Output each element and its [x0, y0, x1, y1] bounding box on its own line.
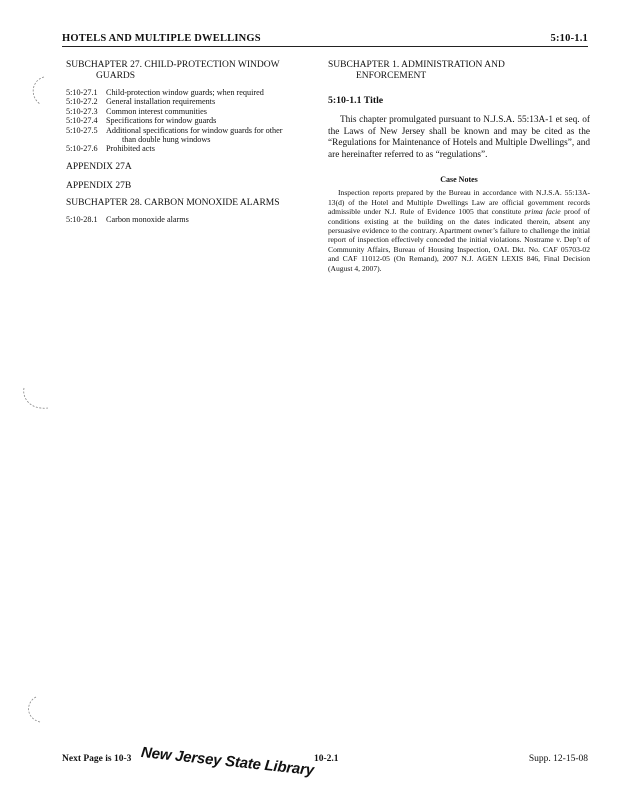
toc-section-number: 5:10-28.1	[66, 214, 98, 224]
running-header	[62, 33, 588, 44]
section-body: This chapter promulgated pursuant to N.J.S.A. 55:13A-1 et seq. of the Laws of New Jersey shall be known and may be cited as the “Regulations for Maintenance of Hotels and Multiple Dwellings”, and are hereinafter referred to as “regulations”.	[328, 115, 590, 160]
toc-section-title: General installation requirements	[106, 97, 216, 107]
punch-hole-icon	[26, 74, 52, 108]
subchapter-27-heading-line2: GUARDS	[96, 71, 136, 81]
subchapter-27-heading-line1: SUBCHAPTER 27. CHILD-PROTECTION WINDOW	[66, 60, 280, 70]
toc-title-line2: than double hung windows	[122, 135, 211, 145]
toc-title-line1: Additional specifications for window guards for other	[106, 125, 283, 135]
case-notes-body	[328, 188, 590, 273]
punch-hole-icon	[22, 694, 52, 728]
toc-section-title: Carbon monoxide alarms	[106, 214, 189, 224]
toc-entry	[66, 126, 306, 145]
right-column	[328, 60, 590, 273]
case-notes-italic: prima facie	[524, 207, 561, 217]
toc-section-title	[106, 126, 306, 145]
case-notes-heading: Case Notes	[440, 175, 478, 185]
page-number: 10-2.1	[314, 754, 339, 764]
toc-entry	[66, 116, 306, 125]
appendix-27b: APPENDIX 27B	[66, 180, 132, 191]
subchapter-1-heading-line2: ENFORCEMENT	[356, 71, 427, 81]
subchapter-27-toc	[66, 88, 306, 154]
header-rule	[62, 46, 588, 47]
toc-section-number: 5:10-27.2	[66, 97, 98, 107]
next-page-note: Next Page is 10-3	[62, 754, 132, 764]
section-heading: 5:10-1.1 Title	[328, 95, 384, 106]
supplement-date: Supp. 12-15-08	[528, 754, 588, 764]
toc-entry	[66, 97, 306, 106]
toc-section-number: 5:10-27.6	[66, 144, 98, 154]
toc-entry	[66, 215, 306, 224]
appendix-27a: APPENDIX 27A	[66, 161, 132, 172]
toc-entry	[66, 144, 306, 153]
toc-section-title: Specifications for window guards	[106, 116, 217, 126]
toc-section-title: Child-protection window guards; when required	[106, 88, 264, 97]
toc-entry	[66, 88, 306, 97]
toc-entry	[66, 107, 306, 116]
subchapter-1-heading	[328, 60, 590, 82]
toc-section-title: Common interest communities	[106, 106, 207, 116]
subchapter-28-heading: SUBCHAPTER 28. CARBON MONOXIDE ALARMS	[66, 197, 280, 208]
subchapter-1-heading-line1: SUBCHAPTER 1. ADMINISTRATION AND	[328, 60, 505, 70]
toc-section-title: Prohibited acts	[106, 144, 155, 154]
left-column	[66, 60, 306, 224]
case-notes-text-part1: Inspection reports prepared by the Bureau in accordance with N.J.S.A. 55:13A-13(d) of the Hotel and Multiple Dwellings Law are official government records admissible under N.J. Rule of Evidence 1005 that constitute	[328, 188, 590, 217]
toc-section-number: 5:10-27.5	[66, 125, 98, 135]
library-stamp: New Jersey State Library	[140, 744, 315, 780]
toc-section-number: 5:10-27.1	[66, 88, 98, 97]
case-notes-text-part2: proof of conditions existing at the building on the dates indicated therein, absent any persuasive evidence to the contrary. Apartment owner’s failure to challenge the initial report of inspection effectively conceded the initial violations. Nostrame v. Dep’t of Community Affairs, Bureau of Housing Inspection, OAL Dkt. No. CAF 05703-02 and CAF 11012-05 (On Remand), 2007 N.J. AGEN LEXIS 846, Final Decision (August 4, 2007).	[328, 207, 590, 273]
toc-section-number: 5:10-27.4	[66, 116, 98, 126]
running-header-code: 5:10-1.1	[550, 33, 588, 44]
running-header-title: HOTELS AND MULTIPLE DWELLINGS	[62, 33, 261, 44]
toc-section-number: 5:10-27.3	[66, 106, 98, 116]
subchapter-27-heading	[66, 60, 306, 82]
punch-hole-icon	[20, 384, 54, 418]
